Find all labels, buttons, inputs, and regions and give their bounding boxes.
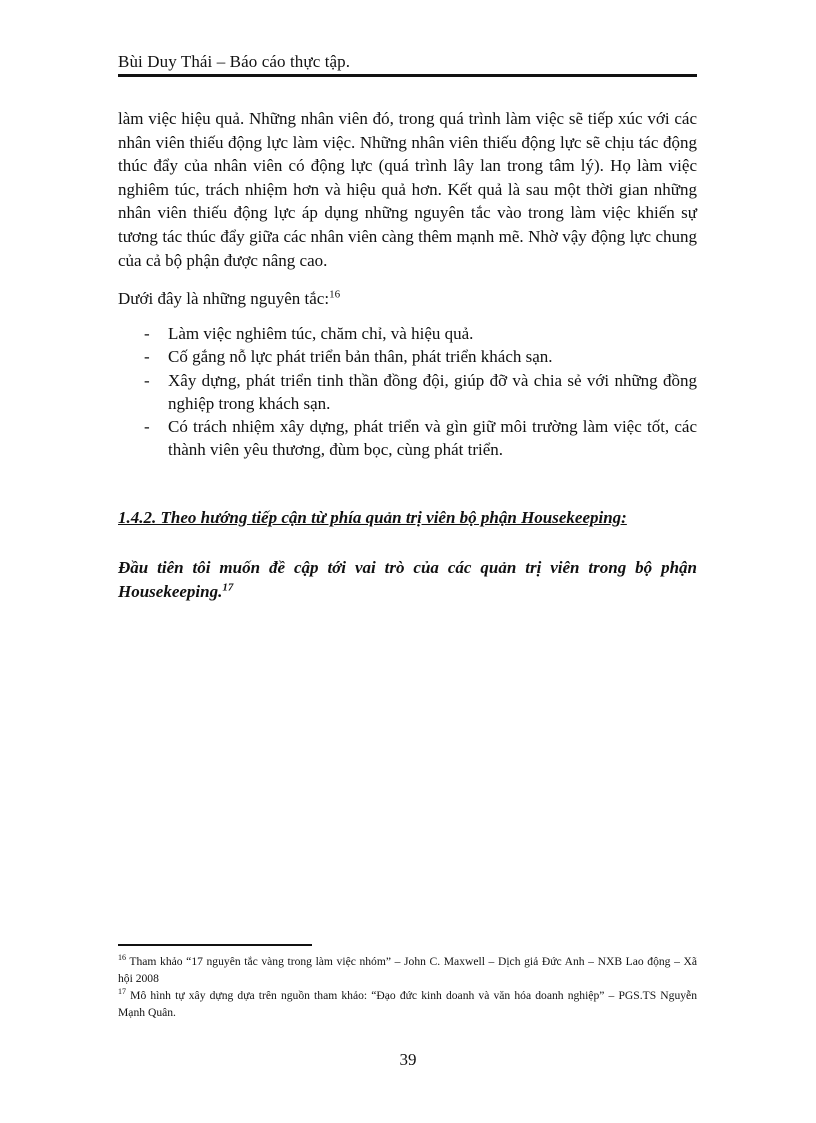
list-item-text: Có trách nhiệm xây dựng, phát triển và gìn giữ môi trường làm việc tốt, các thành viên yêu thương, đùm bọc, cùng phát triển.	[168, 417, 697, 460]
list-item	[144, 322, 697, 345]
footnote-text: Mô hình tự xây dựng dựa trên nguồn tham khảo: “Đạo đức kinh doanh và văn hóa doanh nghiệp” – PGS.TS Nguyễn Mạnh Quân.	[118, 989, 697, 1019]
list-item-text: Làm việc nghiêm túc, chăm chỉ, và hiệu quả.	[168, 324, 474, 343]
bullet-dash: -	[144, 417, 150, 437]
list-item-text: Cố gắng nỗ lực phát triển bản thân, phát triển khách sạn.	[168, 347, 553, 367]
list-item	[144, 415, 697, 462]
running-header: Bùi Duy Thái – Báo cáo thực tập.	[118, 52, 351, 71]
footnote-mark: 17	[118, 987, 126, 997]
body-paragraph: làm việc hiệu quả. Những nhân viên đó, trong quá trình làm việc sẽ tiếp xúc với các nhân viên thiếu động lực làm việc. Những nhân viên thiếu động lực sẽ chịu tác động thúc đẩy của nhân viên có động lực (quá trình lây lan trong tâm lý). Họ làm việc nghiêm túc, trách nhiệm hơn và hiệu quả hơn. Kết quả là sau một thời gian những nhân viên thiếu động lực áp dụng những nguyên tắc vào trong làm việc khiến sự tương tác thúc đẩy giữa các nhân viên càng thêm mạnh mẽ. Nhờ vậy động lực chung của cả bộ phận được nâng cao.	[118, 109, 697, 270]
list-item-text: Xây dựng, phát triển tinh thần đồng đội, giúp đỡ và chia sẻ với những đồng nghiệp trong khách sạn.	[168, 370, 697, 413]
footnote-17	[118, 987, 697, 1021]
footnote-16	[118, 953, 697, 987]
list-item	[144, 345, 697, 368]
footnote-text: Tham khảo “17 nguyên tắc vàng trong làm việc nhóm” – John C. Maxwell – Dịch giả Đức Anh – NXB Lao động – Xã hội 2008	[118, 955, 697, 985]
footnote-ref-17: 17	[222, 581, 234, 594]
bullet-dash: -	[144, 347, 150, 367]
principles-list	[144, 322, 697, 462]
section-heading: 1.4.2. Theo hướng tiếp cận từ phía quản trị viên bộ phận Housekeeping:	[118, 508, 627, 527]
header-rule	[118, 74, 697, 77]
section-intro	[118, 556, 697, 604]
principles-intro	[118, 287, 697, 311]
footnotes	[118, 953, 697, 1021]
footnote-ref-16: 16	[329, 288, 341, 301]
bullet-dash: -	[144, 324, 150, 343]
footnote-mark: 16	[118, 953, 126, 963]
footnote-rule	[118, 944, 312, 946]
list-item	[144, 369, 697, 416]
bullet-dash: -	[144, 370, 150, 390]
page-number: 39	[399, 1050, 417, 1069]
section-intro-text: Đầu tiên tôi muốn đề cập tới vai trò của các quản trị viên trong bộ phận Housekeeping.	[118, 558, 697, 601]
principles-intro-text: Dưới đây là những nguyên tắc:	[118, 289, 330, 308]
